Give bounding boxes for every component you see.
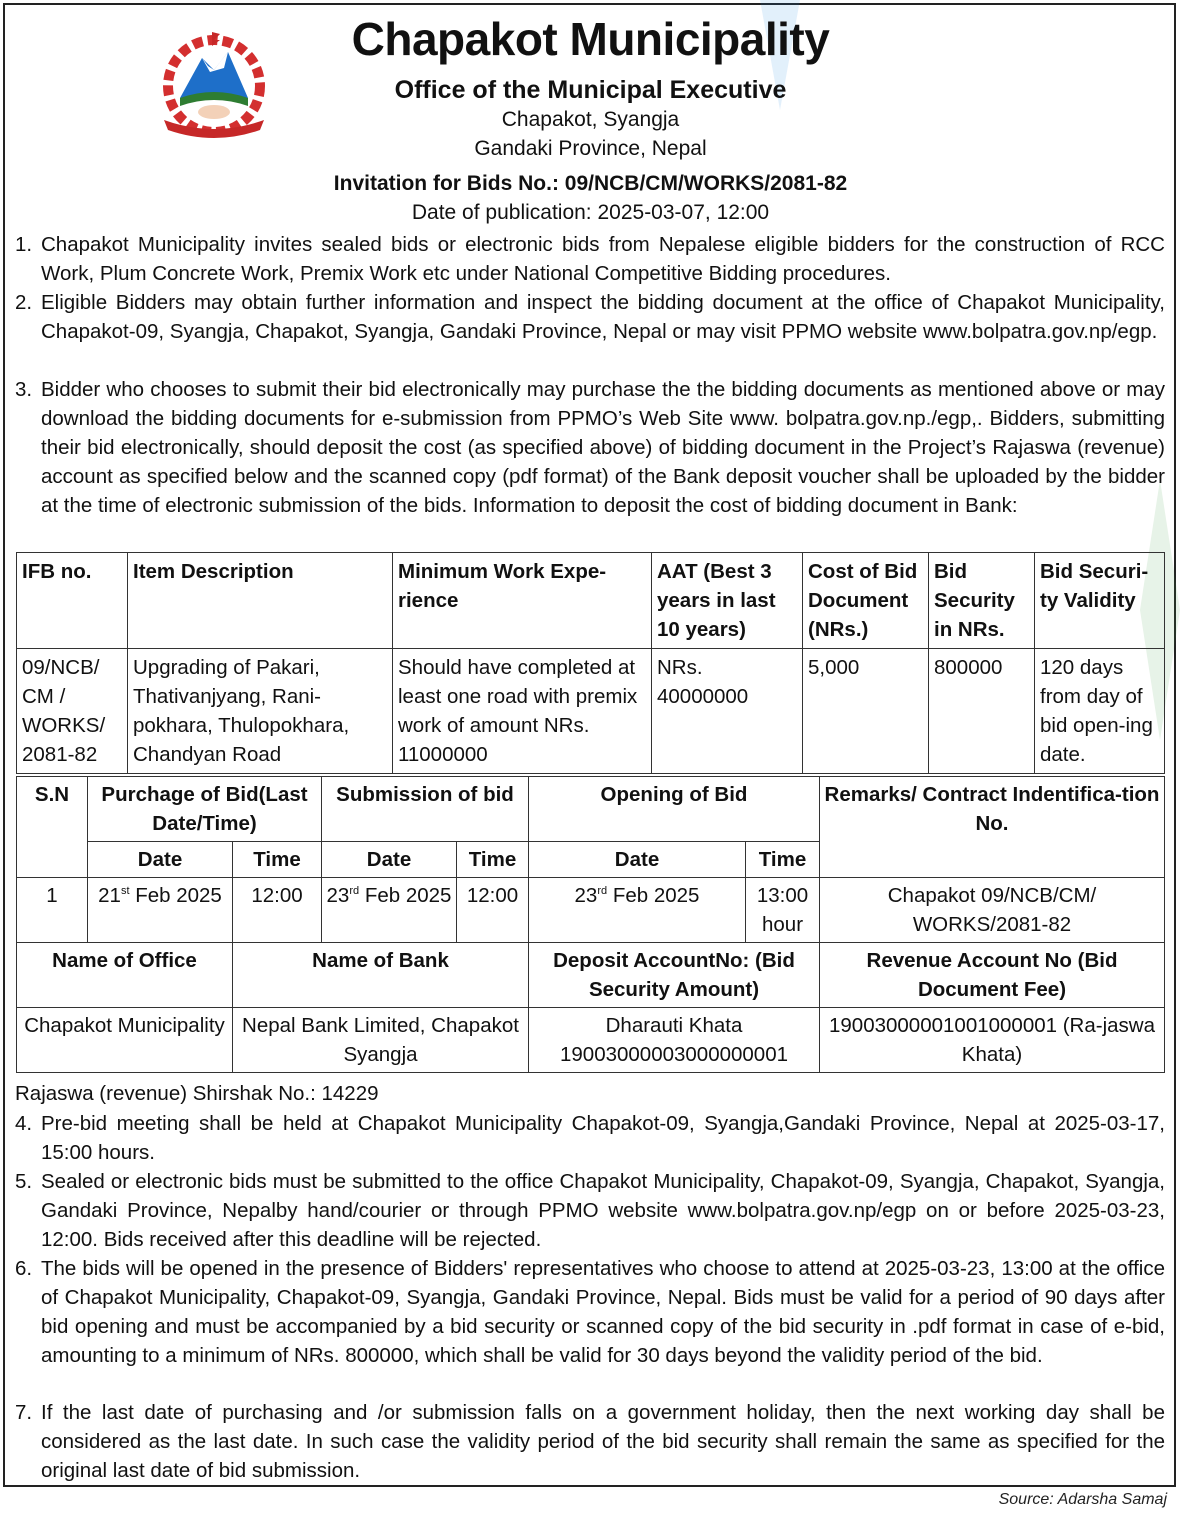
- bank-header-row: [17, 943, 1165, 1008]
- col-opening-date: Date: [529, 842, 746, 878]
- cell-ifb-no: 09/NCB/ CM / WORKS/ 2081-82: [17, 649, 128, 774]
- col-min-work-experience: Minimum Work Expe-rience: [393, 553, 652, 649]
- col-opening-of-bid: Opening of Bid: [529, 777, 820, 842]
- paragraph-number: 5.: [15, 1170, 33, 1193]
- paragraph-text: Pre-bid meeting shall be held at Chapakot Municipality Chapakot-09, Syangja,Gandaki Province, Nepal at 2025-03-17, 15:00 hours.: [41, 1112, 1165, 1164]
- cell-item-description: Upgrading of Pakari, Thativanjyang, Rani-pokhara, Thulopokhara, Chandyan Road: [128, 649, 393, 774]
- paragraph-text: Bidder who chooses to submit their bid electronically may purchase the the bidding documents as mentioned above or may download the bidding documents for e-submission from PPMO’s Web Site www. bolpatra.gov.np./egp,. Bidders, submitting their bid electronically, should deposit the cost (as specified above) of bidding document in the Project’s Rajaswa (revenue) account as specified below and the scanned copy (pdf format) of the Bank deposit voucher shall be uploaded by the bidder at the time of electronic submission of the bids. Information to deposit the cost of bidding document in Bank:: [41, 378, 1165, 517]
- col-revenue-account: Revenue Account No (Bid Document Fee): [820, 943, 1165, 1008]
- cell-purchase-time: 12:00: [233, 878, 322, 943]
- paragraph-text: Sealed or electronic bids must be submitted to the office Chapakot Municipality, Chapakot-09, Syangja, Chapakot, Syangja, Gandaki Province, Nepalby hand/courier or through PPMO website www.bolpatra.gov.np/egp on or before 2025-03-23, 12:00. Bids received after this deadline will be rejected.: [41, 1170, 1165, 1251]
- paragraph-number: 2.: [15, 291, 33, 314]
- paragraph-text: Eligible Bidders may obtain further information and inspect the bidding document at the office of Chapakot Municipality, Chapakot-09, Syangja, Chapakot, Syangja, Gandaki Province, Nepal or may visit PPMO website www.bolpatra.gov.np/egp.: [41, 291, 1165, 343]
- col-submission-of-bid: Submission of bid: [322, 777, 529, 842]
- paragraph-number: 4.: [15, 1112, 33, 1135]
- col-remarks: Remarks/ Contract Indentifica-tion No.: [820, 777, 1165, 878]
- col-purchase-date: Date: [88, 842, 233, 878]
- shirshak-number: Rajaswa (revenue) Shirshak No.: 14229: [15, 1082, 379, 1105]
- cell-deposit-account: Dharauti Khata 19003000003000000001: [529, 1008, 820, 1073]
- cell-submission-time: 12:00: [457, 878, 529, 943]
- paragraph-3: [15, 375, 1165, 520]
- table-row: [17, 1008, 1165, 1073]
- col-ifb-no: IFB no.: [17, 553, 128, 649]
- table-header-row: [17, 553, 1165, 649]
- cell-opening-date: 23rd Feb 2025: [529, 878, 746, 943]
- cell-name-of-office: Chapakot Municipality: [17, 1008, 233, 1073]
- paragraph-4: [15, 1109, 1165, 1167]
- cell-bid-security: 800000: [929, 649, 1035, 774]
- col-bid-security: Bid Security in NRs.: [929, 553, 1035, 649]
- col-submission-time: Time: [457, 842, 529, 878]
- cell-name-of-bank: Nepal Bank Limited, Chapakot Syangja: [233, 1008, 529, 1073]
- paragraph-number: 3.: [15, 378, 33, 401]
- cell-revenue-account: 19003000001001000001 (Ra-jaswa Khata): [820, 1008, 1165, 1073]
- cell-aat: NRs. 40000000: [652, 649, 803, 774]
- source-credit: Source: Adarsha Samaj: [998, 1491, 1167, 1508]
- col-item-description: Item Description: [128, 553, 393, 649]
- col-cost-bid-document: Cost of Bid Document (NRs.): [803, 553, 929, 649]
- col-purchase-time: Time: [233, 842, 322, 878]
- location-line-1: Chapakot, Syangja: [501, 108, 680, 131]
- publication-date: Date of publication: 2025-03-07, 12:00: [411, 201, 770, 224]
- cell-sn: 1: [17, 878, 88, 943]
- col-bid-security-validity: Bid Securi-ty Validity: [1035, 553, 1165, 649]
- paragraph-5: [15, 1167, 1165, 1254]
- cell-remarks: Chapakot 09/NCB/CM/ WORKS/2081-82: [820, 878, 1165, 943]
- col-name-of-bank: Name of Bank: [233, 943, 529, 1008]
- col-deposit-account: Deposit AccountNo: (Bid Security Amount): [529, 943, 820, 1008]
- cell-opening-time: 13:00 hour: [746, 878, 820, 943]
- paragraph-text: If the last date of purchasing and /or submission falls on a government holiday, then the next working day shall be considered as the last date. In such case the validity period of the bid security shall remain the same as specified for the original last date of bid submission.: [41, 1401, 1165, 1482]
- col-aat: AAT (Best 3 years in last 10 years): [652, 553, 803, 649]
- cell-purchase-date: 21st Feb 2025: [88, 878, 233, 943]
- paragraph-7: [15, 1398, 1165, 1485]
- cell-bid-security-validity: 120 days from day of bid open-ing date.: [1035, 649, 1165, 774]
- col-sn: S.N: [17, 777, 88, 878]
- location-line-2: Gandaki Province, Nepal: [474, 137, 707, 160]
- schedule-bank-table: [16, 776, 1165, 1073]
- paragraph-6: [15, 1254, 1165, 1370]
- paragraph-number: 6.: [15, 1257, 33, 1280]
- col-submission-date: Date: [322, 842, 457, 878]
- paragraph-text: The bids will be opened in the presence of Bidders' representatives who choose to attend at 2025-03-23, 13:00 at the office of Chapakot Municipality, Chapakot-09, Syangja, Gandaki Province, Nepal. Bids must be valid for a period of 90 days after bid opening and must be accompanied by a bid security or scanned copy of the bid security in .pdf format in case of e-bid, amounting to a minimum of NRs. 800000, which shall be valid for 30 days beyond the validity period of the bid.: [41, 1257, 1165, 1367]
- paragraph-1: [15, 230, 1165, 288]
- table-row: [17, 878, 1165, 943]
- paragraph-number: 7.: [15, 1401, 33, 1424]
- paragraph-2: [15, 288, 1165, 346]
- col-purchase-of-bid: Purchage of Bid(Last Date/Time): [88, 777, 322, 842]
- paragraph-number: 1.: [15, 233, 33, 256]
- schedule-header-row: [17, 777, 1165, 842]
- ifb-details-table: [16, 552, 1165, 774]
- col-name-of-office: Name of Office: [17, 943, 233, 1008]
- office-name: Office of the Municipal Executive: [394, 76, 787, 104]
- cell-min-work-experience: Should have completed at least one road with premix work of amount NRs. 11000000: [393, 649, 652, 774]
- cell-cost-bid-document: 5,000: [803, 649, 929, 774]
- table-row: [17, 649, 1165, 774]
- ifb-number: Invitation for Bids No.: 09/NCB/CM/WORKS/2081-82: [333, 172, 848, 195]
- paragraph-text: Chapakot Municipality invites sealed bids or electronic bids from Nepalese eligible bidders for the construction of RCC Work, Plum Concrete Work, Premix Work etc under National Competitive Bidding procedures.: [41, 233, 1165, 285]
- page-title: Chapakot Municipality: [351, 13, 830, 65]
- cell-submission-date: 23rd Feb 2025: [322, 878, 457, 943]
- col-opening-time: Time: [746, 842, 820, 878]
